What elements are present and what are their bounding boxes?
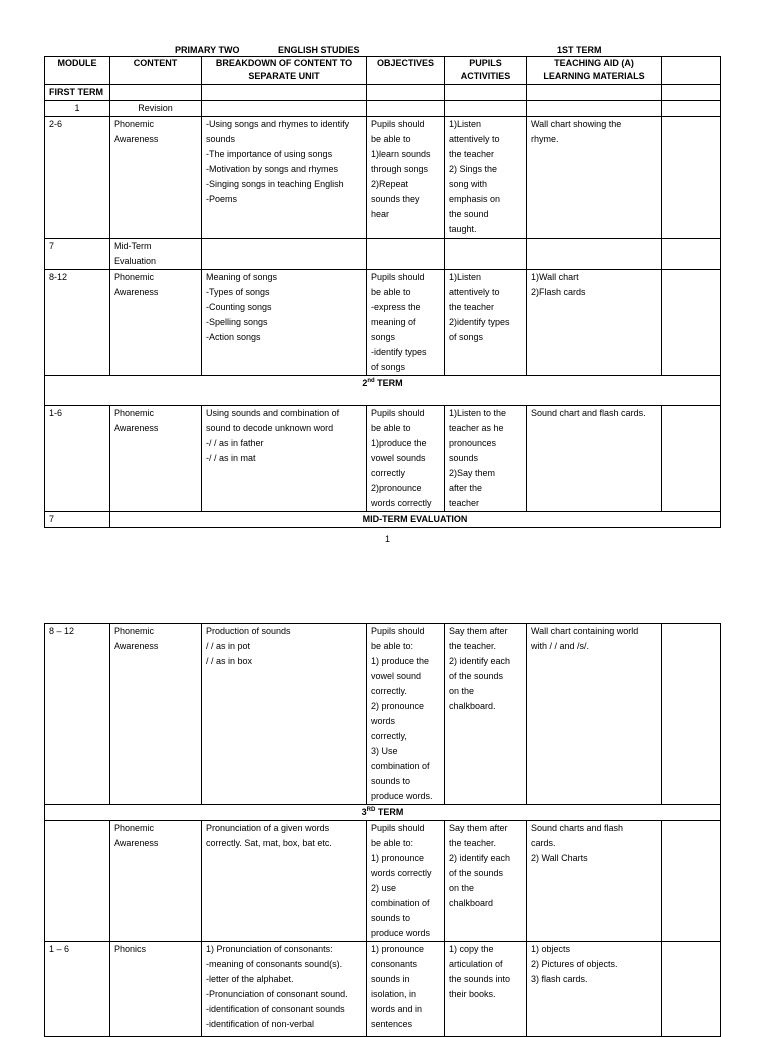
- objectives-cell: Pupils should be able to 1)learn sounds through songs 2)Repeat sounds they hear: [367, 117, 445, 239]
- content-cell: Revision: [110, 101, 202, 117]
- module-cell: [45, 821, 110, 942]
- objectives-cell: Pupils should be able to -express the meaning of songs -identify types of songs: [367, 270, 445, 376]
- subject-title: ENGLISH STUDIES: [278, 45, 360, 55]
- breakdown-cell: -Using songs and rhymes to identify sounds -The importance of using songs -Motivation by songs and rhymes -Singing songs in teaching English -Poems: [202, 117, 367, 239]
- content-cell: Phonics: [110, 942, 202, 1037]
- module-cell: 1: [45, 101, 110, 117]
- content-cell: Phonemic Awareness: [110, 270, 202, 376]
- module-cell: 7: [45, 512, 110, 528]
- module-cell: 7: [45, 239, 110, 270]
- aid-cell: Sound charts and flash cards. 2) Wall Charts: [527, 821, 662, 942]
- header-activities: PUPILS ACTIVITIES: [445, 57, 527, 85]
- content-cell: Phonemic Awareness: [110, 624, 202, 805]
- table-row: [45, 942, 721, 1037]
- objectives-cell: Pupils should be able to: 1) pronounce words correctly 2) use combination of sounds to produce words: [367, 821, 445, 942]
- second-term-label: 2nd TERM: [45, 376, 721, 406]
- content-cell: Phonemic Awareness: [110, 821, 202, 942]
- table-row: [45, 117, 721, 239]
- first-term-row: [45, 85, 721, 101]
- activities-cell: 1)Listen attentively to the teacher 2)identify types of songs: [445, 270, 527, 376]
- class-title: PRIMARY TWO: [175, 45, 240, 55]
- objectives-cell: Pupils should be able to: 1) produce the vowel sound correctly. 2) pronounce words correctly, 3) Use combination of sounds to produce words.: [367, 624, 445, 805]
- table-row: [45, 101, 721, 117]
- header-module: MODULE: [45, 57, 110, 85]
- activities-cell: Say them after the teacher. 2) identify each of the sounds on the chalkboard: [445, 821, 527, 942]
- objectives-cell: Pupils should be able to 1)produce the vowel sounds correctly 2)pronounce words correctly: [367, 406, 445, 512]
- module-cell: 1 – 6: [45, 942, 110, 1037]
- third-term-label: 3RD TERM: [45, 805, 721, 821]
- aid-cell: Wall chart showing the rhyme.: [527, 117, 662, 239]
- activities-cell: Say them after the teacher. 2) identify each of the sounds on the chalkboard.: [445, 624, 527, 805]
- objectives-cell: 1) pronounce consonants sounds in isolation, in words and in sentences: [367, 942, 445, 1037]
- module-cell: 8 – 12: [45, 624, 110, 805]
- table-row: [45, 821, 721, 942]
- content-cell: Phonemic Awareness: [110, 117, 202, 239]
- table-row: [45, 406, 721, 512]
- breakdown-cell: 1) Pronunciation of consonants: -meaning of consonants sound(s). -letter of the alphabet. -Pronunciation of consonant sound. -identification of consonant sounds -identification of non-verbal: [202, 942, 367, 1037]
- activities-cell: 1)Listen attentively to the teacher 2) Sings the song with emphasis on the sound taught.: [445, 117, 527, 239]
- third-term-row: [45, 805, 721, 821]
- header-objectives: OBJECTIVES: [367, 57, 445, 85]
- aid-cell: 1)Wall chart 2)Flash cards: [527, 270, 662, 376]
- first-term-label: FIRST TERM: [45, 85, 110, 101]
- content-cell: Mid-Term Evaluation: [110, 239, 202, 270]
- module-cell: 8-12: [45, 270, 110, 376]
- activities-cell: 1)Listen to the teacher as he pronounces sounds 2)Say them after the teacher: [445, 406, 527, 512]
- scheme-table-page2: [44, 623, 721, 1037]
- header-aid: TEACHING AID (A) LEARNING MATERIALS: [527, 57, 662, 85]
- table-row: [45, 270, 721, 376]
- aid-cell: Sound chart and flash cards.: [527, 406, 662, 512]
- second-term-row: [45, 376, 721, 406]
- breakdown-cell: Pronunciation of a given words correctly. Sat, mat, box, bat etc.: [202, 821, 367, 942]
- breakdown-cell: Meaning of songs -Types of songs -Counting songs -Spelling songs -Action songs: [202, 270, 367, 376]
- header-extra: [662, 57, 721, 85]
- content-cell: Phonemic Awareness: [110, 406, 202, 512]
- breakdown-cell: Using sounds and combination of sound to decode unknown word -/ / as in father -/ / as in mat: [202, 406, 367, 512]
- module-cell: 2-6: [45, 117, 110, 239]
- mid-term-row: [45, 512, 721, 528]
- table-row: [45, 624, 721, 805]
- breakdown-cell: Production of sounds / / as in pot / / as in box: [202, 624, 367, 805]
- header-breakdown: BREAKDOWN OF CONTENT TO SEPARATE UNIT: [202, 57, 367, 85]
- term-title: 1ST TERM: [557, 45, 602, 55]
- aid-cell: 1) objects 2) Pictures of objects. 3) flash cards.: [527, 942, 662, 1037]
- module-cell: 1-6: [45, 406, 110, 512]
- activities-cell: 1) copy the articulation of the sounds into their books.: [445, 942, 527, 1037]
- header-content: CONTENT: [110, 57, 202, 85]
- page-number: 1: [385, 534, 391, 544]
- aid-cell: Wall chart containing world with / / and /s/.: [527, 624, 662, 805]
- header-row: [45, 57, 721, 85]
- table-row: [45, 239, 721, 270]
- scheme-table-page1: [44, 56, 721, 528]
- mid-term-label: MID-TERM EVALUATION: [110, 512, 721, 528]
